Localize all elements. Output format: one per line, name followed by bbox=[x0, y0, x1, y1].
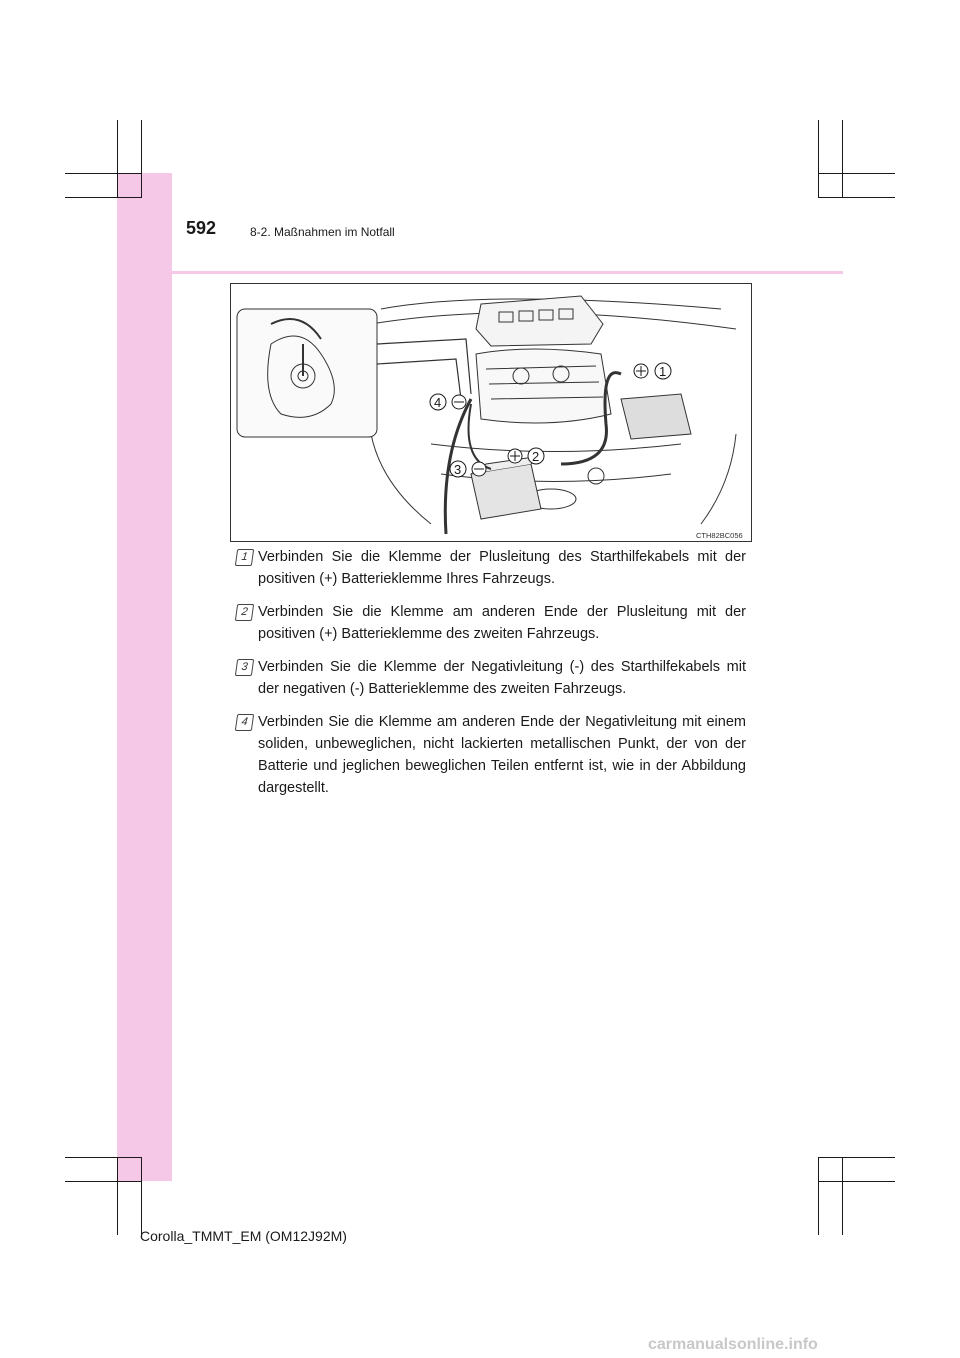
page-number: 592 bbox=[186, 218, 217, 238]
crop-mark bbox=[65, 1181, 142, 1182]
callout-2: 2 bbox=[532, 449, 540, 464]
engine-bay-illustration bbox=[230, 283, 752, 542]
crop-mark bbox=[117, 1157, 118, 1235]
step-text: Verbinden Sie die Klemme am anderen Ende der Negativleitung mit einem soliden, unbeweglichen, nicht lackierten metallischen Punkt, der von der Batterie und jeglichen beweglichen Teilen entfernt ist, wie in der Abbildung dargestellt. bbox=[258, 714, 746, 796]
crop-mark bbox=[117, 120, 118, 198]
list-item bbox=[236, 711, 746, 799]
crop-mark bbox=[65, 1157, 142, 1158]
crop-mark bbox=[65, 197, 142, 198]
crop-mark bbox=[842, 1157, 843, 1235]
callout-3: 3 bbox=[454, 462, 462, 477]
crop-mark bbox=[818, 197, 895, 198]
crop-mark bbox=[818, 1157, 895, 1158]
step-list bbox=[236, 546, 746, 810]
crop-mark bbox=[818, 173, 895, 174]
crop-mark bbox=[842, 120, 843, 198]
step-number: 1 bbox=[235, 549, 254, 566]
crop-mark bbox=[65, 173, 142, 174]
crop-mark bbox=[818, 1181, 895, 1182]
section-title: 8-2. Maßnahmen im Notfall bbox=[250, 225, 395, 239]
crop-mark bbox=[141, 120, 142, 198]
callout-1: 1 bbox=[659, 364, 667, 379]
step-number: 2 bbox=[235, 604, 254, 621]
list-item bbox=[236, 656, 746, 700]
crop-mark bbox=[141, 1157, 142, 1235]
footer-doc-id: Corolla_TMMT_EM (OM12J92M) bbox=[140, 1228, 347, 1244]
list-item bbox=[236, 601, 746, 645]
watermark: carmanualsonline.info bbox=[648, 1336, 818, 1353]
step-text: Verbinden Sie die Klemme der Negativleitung (-) des Starthilfekabels mit der negativen (-) Batterieklemme des zweiten Fahrzeugs. bbox=[258, 659, 746, 697]
crop-mark bbox=[818, 120, 819, 198]
engine-illustration-svg bbox=[231, 284, 751, 541]
margin-tab bbox=[117, 173, 172, 1181]
figure-code: CTH82BC056 bbox=[696, 531, 743, 540]
header-rule bbox=[117, 271, 843, 274]
step-number: 3 bbox=[235, 659, 254, 676]
list-item bbox=[236, 546, 746, 590]
crop-mark bbox=[818, 1157, 819, 1235]
callout-4: 4 bbox=[434, 395, 442, 410]
step-text: Verbinden Sie die Klemme der Plusleitung des Starthilfekabels mit der positiven (+) Batterieklemme Ihres Fahrzeugs. bbox=[258, 549, 746, 587]
step-number: 4 bbox=[235, 714, 254, 731]
step-text: Verbinden Sie die Klemme am anderen Ende der Plusleitung mit der positiven (+) Batterieklemme des zweiten Fahrzeugs. bbox=[258, 604, 746, 642]
